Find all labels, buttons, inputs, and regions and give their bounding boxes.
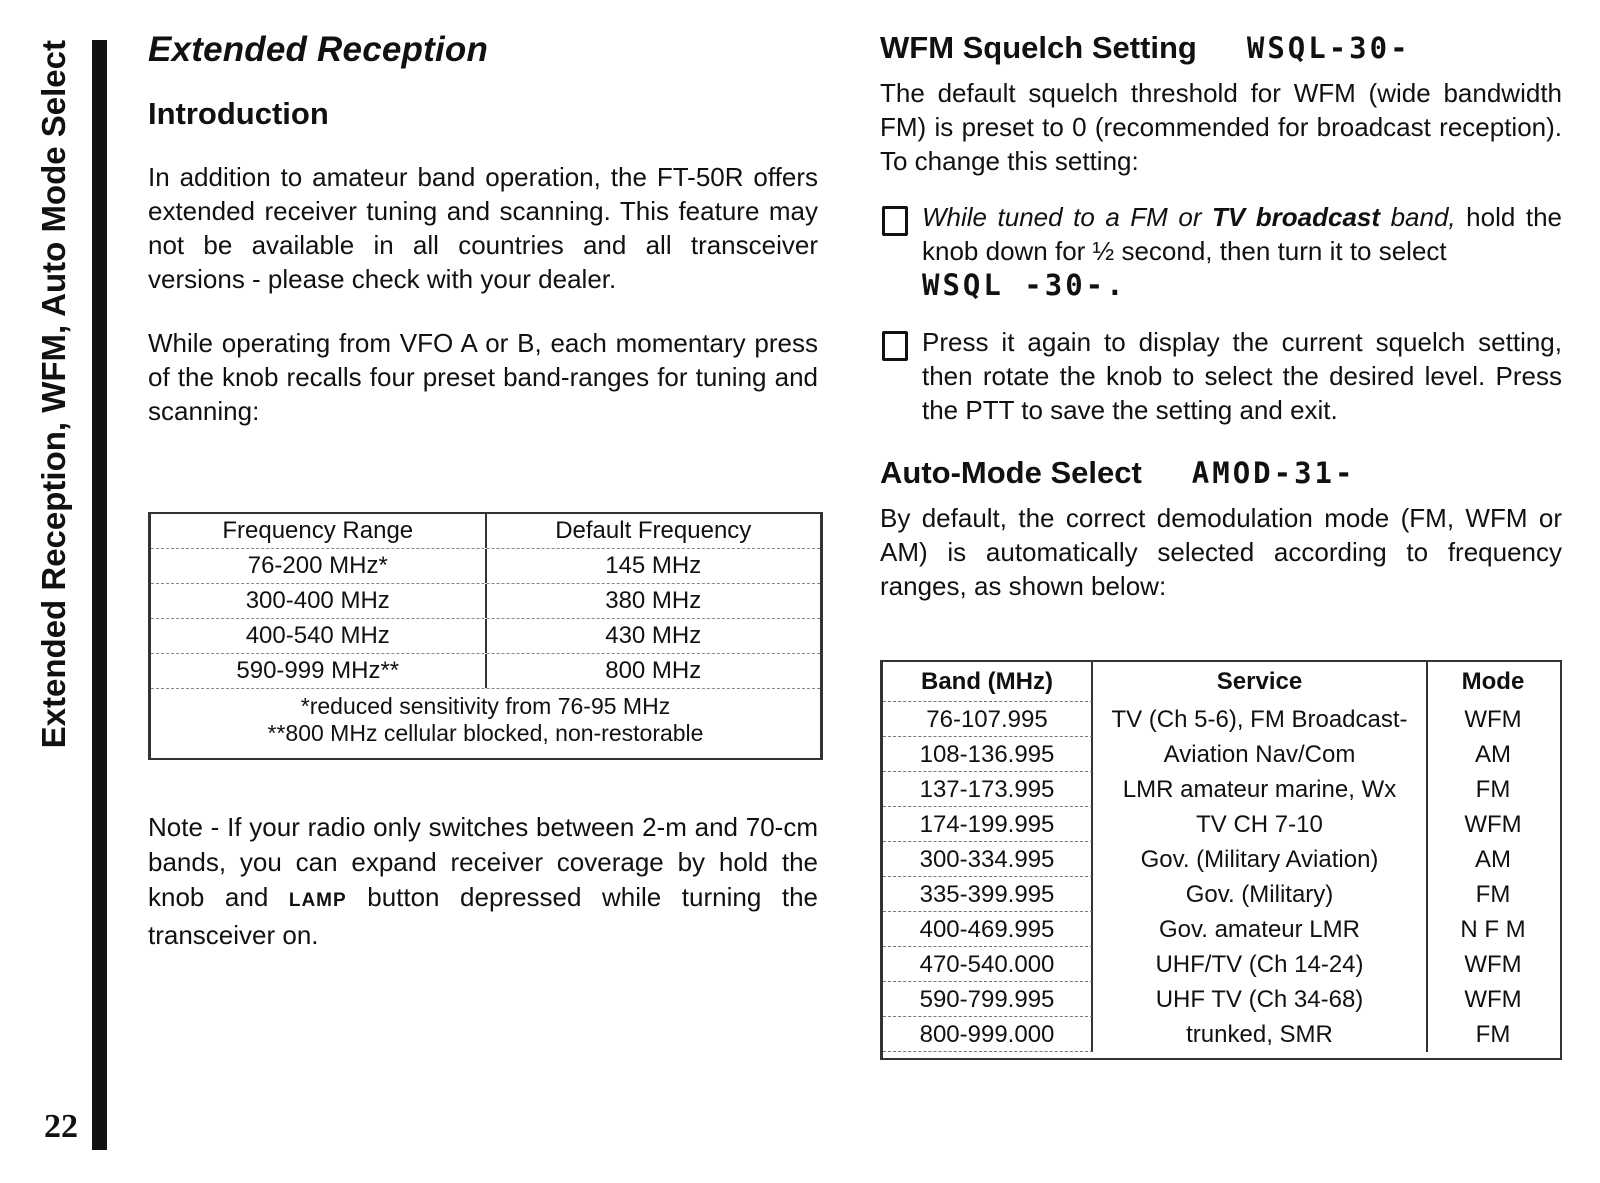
intro-paragraph: In addition to amateur band operation, the FT-50R offers extended receiver tuning and scanning. This feature may not be available in all countries and all transceiver versions - please check with your dealer.: [148, 162, 818, 294]
table-row: [883, 842, 1560, 877]
band-cell: 470-540.000: [883, 947, 1093, 982]
mode-cell: WFM: [1464, 986, 1522, 1013]
service-cell: trunked, SMR: [1093, 1017, 1428, 1052]
service-cell: LMR amateur marine, Wx: [1093, 772, 1428, 807]
mode-cell: AM: [1475, 741, 1511, 768]
mode-cell: FM: [1475, 776, 1511, 803]
lamp-key-label: LAMP: [288, 890, 347, 911]
left-column: [148, 30, 818, 428]
table-row: [883, 982, 1560, 1017]
band-cell: 400-469.995: [883, 912, 1093, 947]
table-row: [883, 772, 1560, 807]
frequency-range-table: [148, 512, 823, 760]
table-header-row: [151, 514, 820, 549]
band-cell: 335-399.995: [883, 877, 1093, 912]
service-cell: TV (Ch 5-6), FM Broadcast-: [1093, 702, 1428, 737]
range-cell: 400-540 MHz: [151, 619, 487, 653]
table-row: [151, 549, 820, 584]
table-row: [883, 807, 1560, 842]
table-row: [151, 619, 820, 654]
page-number: 22: [44, 1108, 78, 1145]
table-header-row: [883, 662, 1560, 702]
table-row: [883, 1017, 1560, 1052]
wfm-heading-row: [880, 30, 1562, 66]
service-cell: Gov. (Military Aviation): [1093, 842, 1428, 877]
wfm-paragraph: The default squelch threshold for WFM (wide bandwidth FM) is preset to 0 (recommended for broadcast reception). To change this setting:: [880, 78, 1562, 176]
range-cell: 300-400 MHz: [151, 584, 487, 618]
default-cell: 800 MHz: [605, 657, 702, 684]
header-band: Band (MHz): [883, 662, 1093, 702]
section-title: Extended Reception: [148, 30, 489, 69]
band-cell: 300-334.995: [883, 842, 1093, 877]
table-row: [883, 947, 1560, 982]
default-cell: 430 MHz: [605, 622, 702, 649]
mode-cell: N F M: [1460, 916, 1526, 943]
service-cell: Gov. amateur LMR: [1093, 912, 1428, 947]
header-default-frequency: Default Frequency: [555, 517, 752, 544]
mode-cell: FM: [1475, 1021, 1511, 1048]
step-2-text: Press it again to display the current squelch setting, then rotate the knob to select the desired level. Press the PTT to save the setting and exit.: [922, 327, 1562, 425]
service-cell: TV CH 7-10: [1093, 807, 1428, 842]
band-cell: 137-173.995: [883, 772, 1093, 807]
default-cell: 380 MHz: [605, 587, 702, 614]
mode-cell: WFM: [1464, 706, 1522, 733]
table-row: [883, 912, 1560, 947]
service-cell: Aviation Nav/Com: [1093, 737, 1428, 772]
table-footnote-2: **800 MHz cellular blocked, non-restorable: [267, 720, 704, 746]
side-tab-label: Extended Reception, WFM, Auto Mode Select: [35, 40, 72, 749]
mode-cell: WFM: [1464, 951, 1522, 978]
header-service: Service: [1093, 662, 1428, 702]
amod-display: AMOD-31-: [1191, 456, 1356, 490]
table-row: [883, 877, 1560, 912]
table-row: [883, 737, 1560, 772]
side-tab: [18, 40, 90, 800]
service-cell: UHF/TV (Ch 14-24): [1093, 947, 1428, 982]
band-cell: 590-799.995: [883, 982, 1093, 1017]
band-cell: 800-999.000: [883, 1017, 1093, 1052]
step-1-instructions: hold the knob down for ½ second, then turn it to select: [922, 202, 1562, 266]
auto-mode-table: [880, 660, 1562, 1060]
step-1-text: [922, 200, 1562, 303]
vfo-paragraph: While operating from VFO A or B, each momentary press of the knob recalls four preset band-ranges for tuning and scanning:: [148, 328, 818, 426]
mode-cell: FM: [1475, 881, 1511, 908]
step-1-italic-bold: TV broadcast: [1212, 202, 1381, 232]
table-row: [151, 584, 820, 619]
table-footnote-1: *reduced sensitivity from 76-95 MHz: [300, 693, 671, 719]
table-row: [883, 702, 1560, 737]
mode-cell: AM: [1475, 846, 1511, 873]
band-cell: 108-136.995: [883, 737, 1093, 772]
step-2: [880, 325, 1562, 427]
header-mode: Mode: [1461, 668, 1525, 695]
right-column: [880, 30, 1562, 603]
amod-paragraph: By default, the correct demodulation mode (FM, WFM or AM) is automatically selected according to frequency ranges, as shown below:: [880, 503, 1562, 601]
table-row: [151, 654, 820, 689]
wfm-squelch-heading: WFM Squelch Setting: [880, 30, 1197, 65]
note-text-1: Note - If your radio only switches between 2-m and 70-cm bands, you can expand receiver coverage by hold the knob and: [148, 812, 818, 912]
range-cell: 76-200 MHz*: [151, 549, 487, 583]
band-cell: 76-107.995: [883, 702, 1093, 737]
header-frequency-range: Frequency Range: [151, 514, 487, 548]
amod-heading-row: [880, 455, 1562, 491]
default-cell: 145 MHz: [605, 552, 702, 579]
mode-cell: WFM: [1464, 811, 1522, 838]
step-1-display: WSQL -30-.: [922, 268, 1127, 302]
range-cell: 590-999 MHz**: [151, 654, 487, 688]
service-cell: Gov. (Military): [1093, 877, 1428, 912]
auto-mode-heading: Auto-Mode Select: [880, 455, 1142, 490]
note-paragraph: [148, 810, 818, 953]
margin-bar: [92, 40, 107, 1150]
service-cell: UHF TV (Ch 34-68): [1093, 982, 1428, 1017]
checkbox-icon: [882, 331, 908, 361]
wsql-display: WSQL-30-: [1246, 31, 1411, 65]
step-1: [880, 200, 1562, 303]
checkbox-icon: [882, 206, 908, 236]
step-1-italic-a: While tuned to a FM or: [922, 202, 1202, 232]
introduction-heading: Introduction: [148, 96, 329, 131]
band-cell: 174-199.995: [883, 807, 1093, 842]
step-1-italic-c: band,: [1390, 202, 1456, 232]
note-text-2: button depressed while turning the transceiver on.: [148, 882, 818, 950]
